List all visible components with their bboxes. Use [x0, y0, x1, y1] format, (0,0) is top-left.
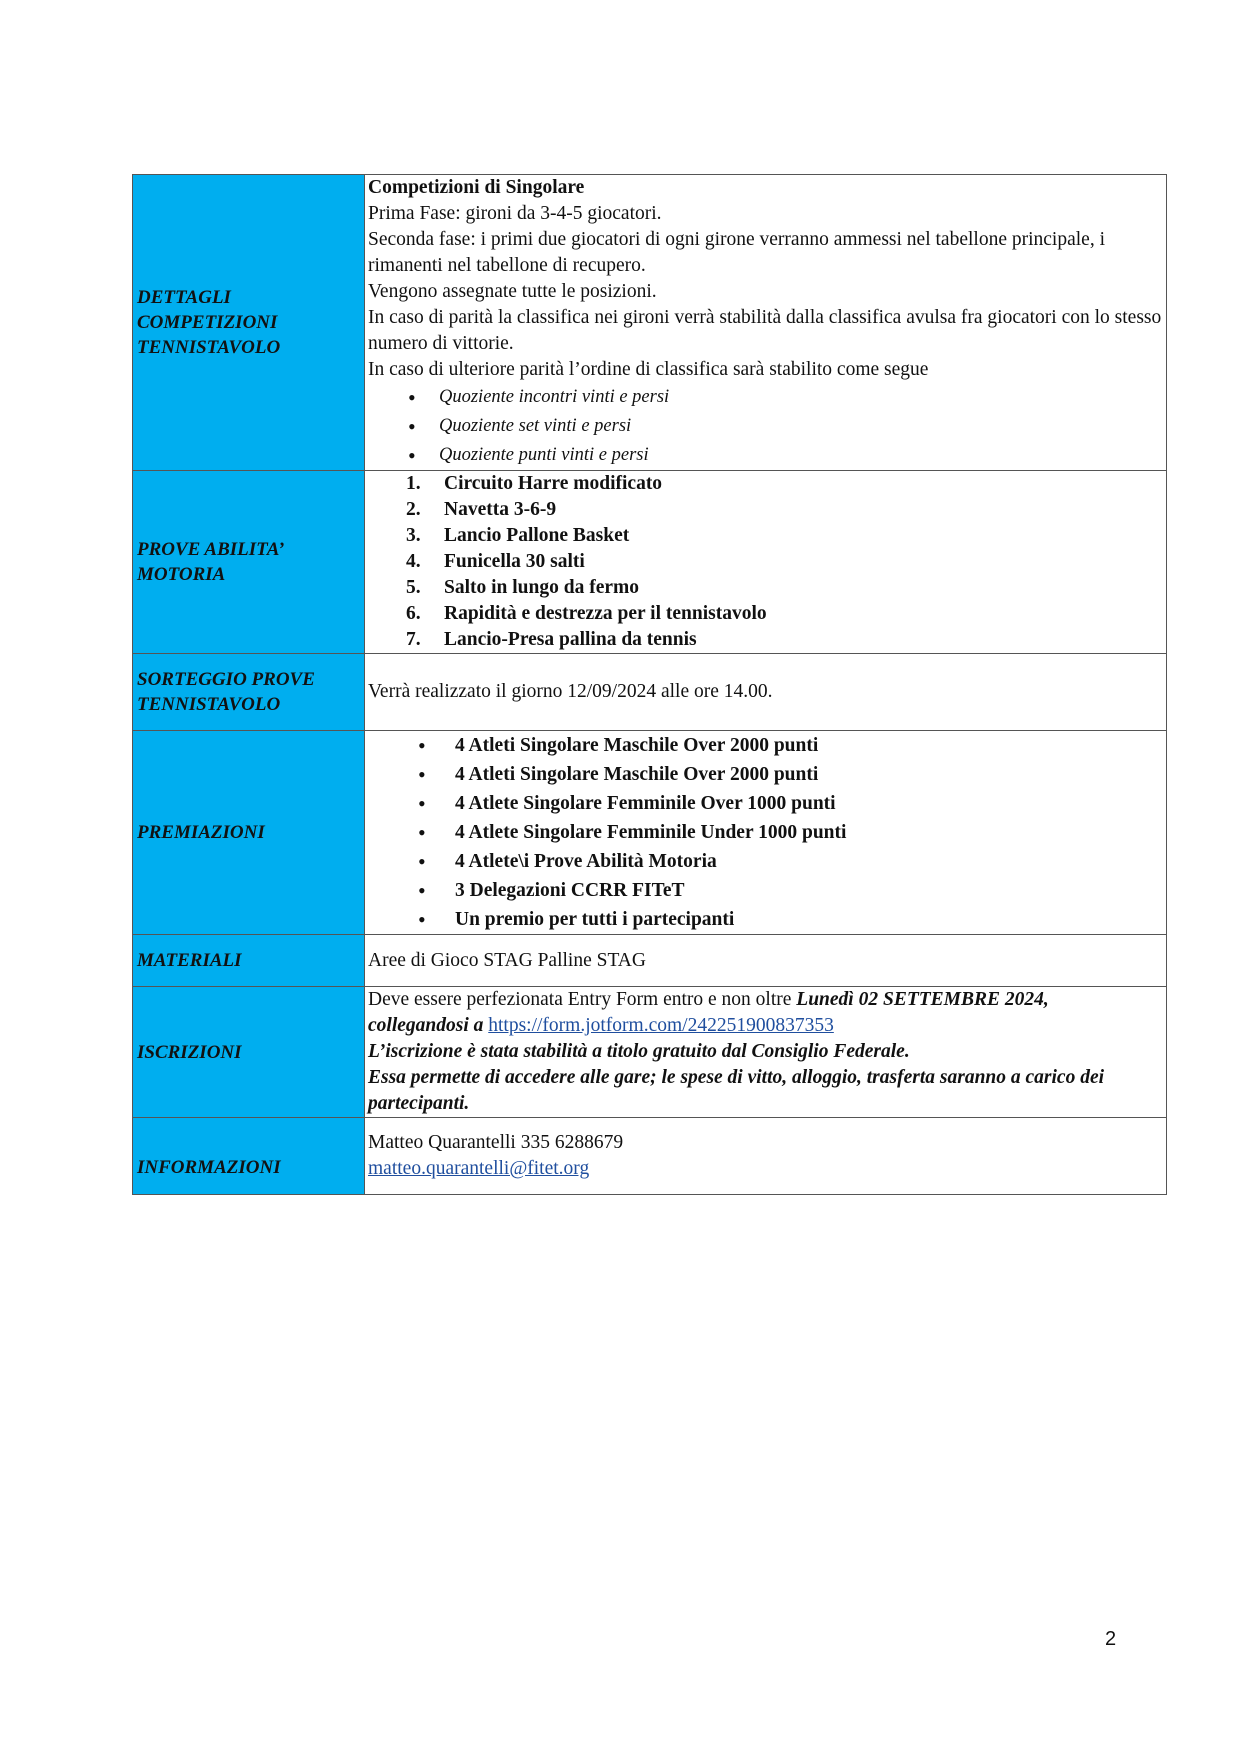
test-text: Lancio Pallone Basket [444, 525, 630, 546]
prize-item: • 4 Atleti Singolare Maschile Over 2000 punti [368, 760, 1162, 789]
test-item [368, 601, 1162, 627]
row-registration [133, 987, 1167, 1118]
info-email-link[interactable]: matteo.quarantelli@fitet.org [368, 1158, 590, 1179]
details-line: In caso di parità la classifica nei gironi verrà stabilità dalla classifica avulsa fra giocatori con lo stesso numero di vittorie. [368, 307, 1162, 354]
test-item [368, 575, 1162, 601]
details-line: Prima Fase: gironi da 3-4-5 giocatori. [368, 203, 662, 224]
test-text: Funicella 30 salti [444, 551, 585, 572]
prizes-label: PREMIAZIONI [133, 731, 365, 935]
test-number: 4. [406, 551, 421, 572]
registration-intro: Deve essere perfezionata Entry Form entro e non oltre [368, 989, 797, 1010]
registration-deadline: Lunedì 02 SETTEMBRE 2024, [796, 989, 1049, 1010]
test-text: Circuito Harre modificato [444, 473, 663, 494]
row-prizes [133, 731, 1167, 935]
criteria-item: • Quoziente incontri vinti e persi [368, 383, 1162, 412]
test-number: 6. [406, 603, 421, 624]
info-contact: Matteo Quarantelli 335 6288679 [368, 1132, 624, 1153]
registration-line [368, 987, 1162, 1013]
registration-line: Essa permette di accedere alle gare; le spese di vitto, alloggio, trasferta saranno a carico dei partecipanti. [368, 1067, 1105, 1114]
test-number: 3. [406, 525, 421, 546]
registration-content [365, 987, 1167, 1118]
info-label: INFORMAZIONI [133, 1118, 365, 1195]
details-heading: Competizioni di Singolare [368, 177, 585, 198]
prize-item: • 4 Atlete Singolare Femminile Over 1000 punti [368, 789, 1162, 818]
materials-text: Aree di Gioco STAG Palline STAG [365, 935, 1167, 987]
test-text: Rapidità e destrezza per il tennistavolo [444, 603, 767, 624]
test-item [368, 523, 1162, 549]
materials-label: MATERIALI [133, 935, 365, 987]
test-item [368, 627, 1162, 653]
row-materials [133, 935, 1167, 987]
test-text: Navetta 3-6-9 [444, 499, 557, 520]
registration-connect: collegandosi a [368, 1015, 489, 1036]
registration-line: L’iscrizione è stata stabilità a titolo gratuito dal Consiglio Federale. [368, 1041, 910, 1062]
draw-label: SORTEGGIO PROVE TENNISTAVOLO [133, 654, 365, 731]
test-item [368, 471, 1162, 497]
test-text: Lancio-Presa pallina da tennis [444, 629, 697, 650]
criteria-item: • Quoziente set vinti e persi [368, 412, 1162, 441]
prize-item: • 4 Atlete\i Prove Abilità Motoria [368, 847, 1162, 876]
row-details [133, 175, 1167, 471]
prize-item: • 4 Atlete Singolare Femminile Under 1000 punti [368, 818, 1162, 847]
test-number: 1. [406, 473, 421, 494]
criteria-item: • Quoziente punti vinti e persi [368, 441, 1162, 470]
test-number: 7. [406, 629, 421, 650]
draw-text: Verrà realizzato il giorno 12/09/2024 alle ore 14.00. [365, 654, 1167, 731]
page-number: 2 [1105, 1628, 1117, 1650]
test-item [368, 497, 1162, 523]
prizes-list [368, 731, 1162, 934]
test-number: 2. [406, 499, 421, 520]
info-table [132, 174, 1167, 1195]
prize-item: • 4 Atleti Singolare Maschile Over 2000 punti [368, 731, 1162, 760]
test-text: Salto in lungo da fermo [444, 577, 640, 598]
registration-line [368, 1013, 1162, 1039]
row-tests [133, 471, 1167, 654]
info-content [365, 1118, 1167, 1195]
row-info [133, 1118, 1167, 1195]
tests-list [368, 471, 1162, 653]
test-item [368, 549, 1162, 575]
registration-label: ISCRIZIONI [133, 987, 365, 1118]
criteria-list [368, 383, 1162, 470]
prize-item: • 3 Delegazioni CCRR FITeT [368, 876, 1162, 905]
tests-content [365, 471, 1167, 654]
details-content [365, 175, 1167, 471]
details-label: DETTAGLI COMPETIZIONI TENNISTAVOLO [133, 175, 365, 471]
tests-label: PROVE ABILITA’ MOTORIA [133, 471, 365, 654]
details-line: In caso di ulteriore parità l’ordine di classifica sarà stabilito come segue [368, 359, 929, 380]
details-line: Seconda fase: i primi due giocatori di ogni girone verranno ammessi nel tabellone principale, i rimanenti nel tabellone di recupero. [368, 229, 1105, 276]
row-draw [133, 654, 1167, 731]
test-number: 5. [406, 577, 421, 598]
prize-item: • Un premio per tutti i partecipanti [368, 905, 1162, 934]
details-line: Vengono assegnate tutte le posizioni. [368, 281, 657, 302]
prizes-content [365, 731, 1167, 935]
registration-link[interactable]: https://form.jotform.com/242251900837353 [488, 1015, 834, 1036]
